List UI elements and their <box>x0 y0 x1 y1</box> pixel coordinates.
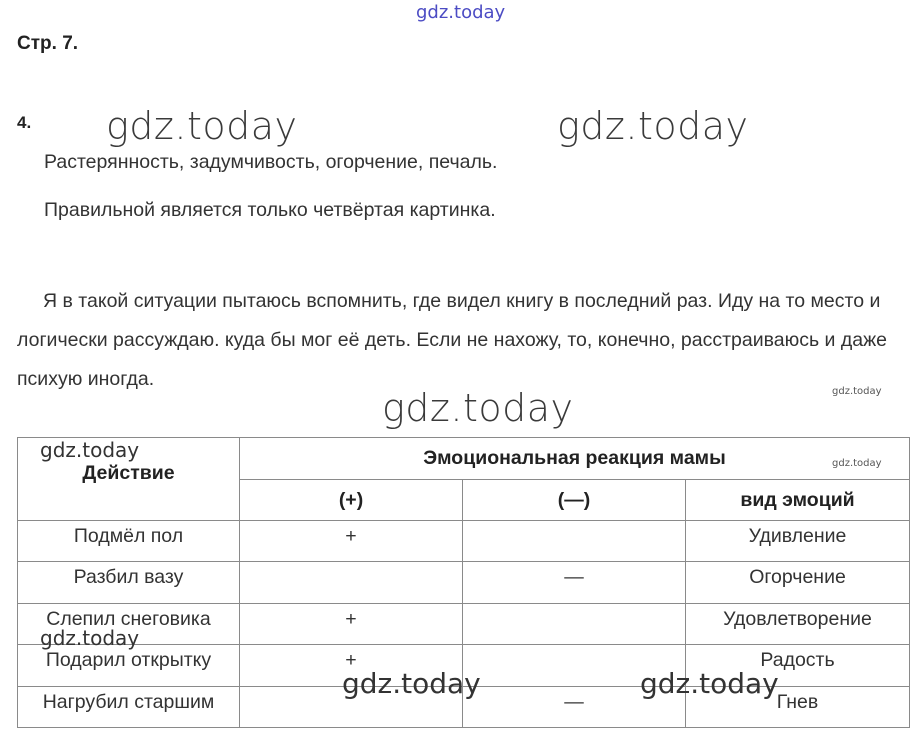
watermark-table-4: gdz.today <box>640 667 779 700</box>
table-row <box>18 520 910 561</box>
answer-line-1: Растерянность, задумчивость, огорчение, печаль. <box>44 151 498 173</box>
header-positive: (+) <box>240 480 463 520</box>
row-action: Подмёл пол <box>18 520 240 561</box>
table-row <box>18 603 910 644</box>
table-row <box>18 562 910 603</box>
answer-line-2: Правильной является только четвёртая картинка. <box>44 199 496 221</box>
watermark-tiny-1: gdz.today <box>832 386 882 397</box>
row-positive: + <box>240 645 463 686</box>
row-action: Слепил снеговика <box>18 603 240 644</box>
row-action: Подарил открытку <box>18 645 240 686</box>
watermark-table-2: gdz.today <box>40 626 140 650</box>
row-emotion: Радость <box>686 645 910 686</box>
watermark-table-3: gdz.today <box>342 667 481 700</box>
row-emotion: Удивление <box>686 520 910 561</box>
row-emotion: Огорчение <box>686 562 910 603</box>
answer-paragraph <box>17 282 912 399</box>
row-emotion: Удовлетворение <box>686 603 910 644</box>
watermark-large-2: gdz.today <box>557 104 749 148</box>
watermark-large-3: gdz.today <box>382 386 574 430</box>
row-action: Нагрубил старшим <box>18 686 240 727</box>
row-positive: + <box>240 520 463 561</box>
answer-paragraph-text: Я в такой ситуации пытаюсь вспомнить, где видел книгу в последний раз. Иду на то место и логически рассуждаю. куда бы мог её деть. Если не нахожу, то, конечно, расстраиваюсь и даже психую иногда. <box>17 290 887 390</box>
row-negative: — <box>463 686 686 727</box>
watermark-top: gdz.today <box>416 2 506 23</box>
watermark-large-1: gdz.today <box>106 104 298 148</box>
row-emotion: Гнев <box>686 686 910 727</box>
row-negative <box>463 603 686 644</box>
header-emotion-type: вид эмоций <box>686 480 910 520</box>
row-negative: — <box>463 562 686 603</box>
row-positive <box>240 562 463 603</box>
header-group: Эмоциональная реакция мамы <box>240 438 910 480</box>
task-number: 4. <box>17 113 32 132</box>
row-action: Разбил вазу <box>18 562 240 603</box>
header-action: Действие <box>18 438 240 521</box>
page-number: Стр. 7. <box>17 33 79 54</box>
header-negative: (—) <box>463 480 686 520</box>
watermark-tiny-2: gdz.today <box>832 458 882 469</box>
row-negative <box>463 520 686 561</box>
row-positive: + <box>240 603 463 644</box>
watermark-table-1: gdz.today <box>40 438 140 462</box>
